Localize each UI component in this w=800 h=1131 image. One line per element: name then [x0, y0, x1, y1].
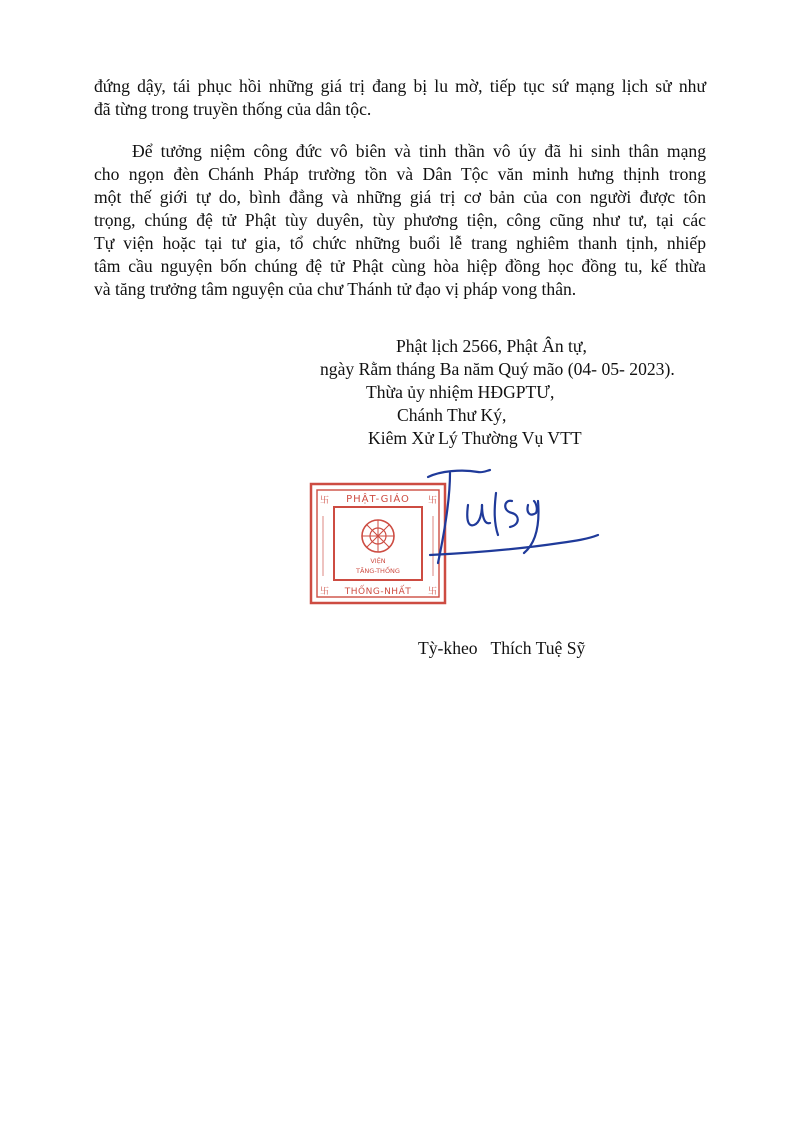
seal-text-middle-2: TĂNG-THỐNG	[356, 567, 400, 575]
paragraph-line: Tự viện hoặc tại tư gia, tổ chức những buổi lễ trang nghiêm thanh tịnh, nhiếp	[94, 233, 706, 253]
paragraph-line: và tăng trưởng tâm nguyện của chư Thánh tử đạo vị pháp vong thân.	[94, 279, 577, 299]
body-paragraph-1	[94, 75, 706, 121]
seal-corner-mark-icon: 卐	[428, 587, 438, 597]
paragraph-line: đứng dậy, tái phục hồi những giá trị đang bị lu mờ, tiếp tục sứ mạng lịch sử như	[94, 76, 706, 96]
handwritten-signature	[420, 465, 605, 570]
closing-date-line-2: ngày Rằm tháng Ba năm Quý mão (04- 05- 2023).	[320, 359, 675, 379]
paragraph-line: tâm cầu nguyện bốn chúng đệ tử Phật cùng hòa hiệp đồng học đồng tu, kế thừa	[94, 256, 706, 276]
closing-title-line-2: Chánh Thư Ký,	[397, 405, 507, 425]
seal-corner-mark-icon: 卐	[428, 496, 438, 506]
paragraph-line: cho ngọn đèn Chánh Pháp trường tồn và Dân Tộc văn minh hưng thịnh trong	[94, 164, 706, 184]
seal-text-middle-1: VIỆN	[370, 557, 386, 565]
body-paragraph-2	[94, 140, 706, 301]
paragraph-line: Để tưởng niệm công đức vô biên và tinh thần vô úy đã hi sinh thân mạng	[132, 141, 706, 161]
seal-text-top: PHẬT-GIÁO	[346, 494, 410, 505]
paragraph-line: đã từng trong truyền thống của dân tộc.	[94, 99, 372, 119]
closing-date-line-1: Phật lịch 2566, Phật Ân tự,	[396, 336, 587, 356]
paragraph-line: một thế giới tự do, bình đẳng và những giá trị cơ bản của con người được tôn	[94, 187, 706, 207]
paragraph-line: trọng, chúng đệ tử Phật tùy duyên, tùy phương tiện, công cũng như tư, tại các	[94, 210, 706, 230]
closing-title-line-1: Thừa ủy nhiệm HĐGPTƯ,	[366, 382, 555, 402]
closing-title-line-3: Kiêm Xử Lý Thường Vụ VTT	[368, 428, 582, 448]
seal-corner-mark-icon: 卐	[320, 496, 330, 506]
signer-name: Tỳ-kheo Thích Tuệ Sỹ	[418, 638, 586, 658]
seal-text-bottom: THỐNG-NHẤT	[344, 587, 412, 597]
seal-corner-mark-icon: 卐	[320, 587, 330, 597]
